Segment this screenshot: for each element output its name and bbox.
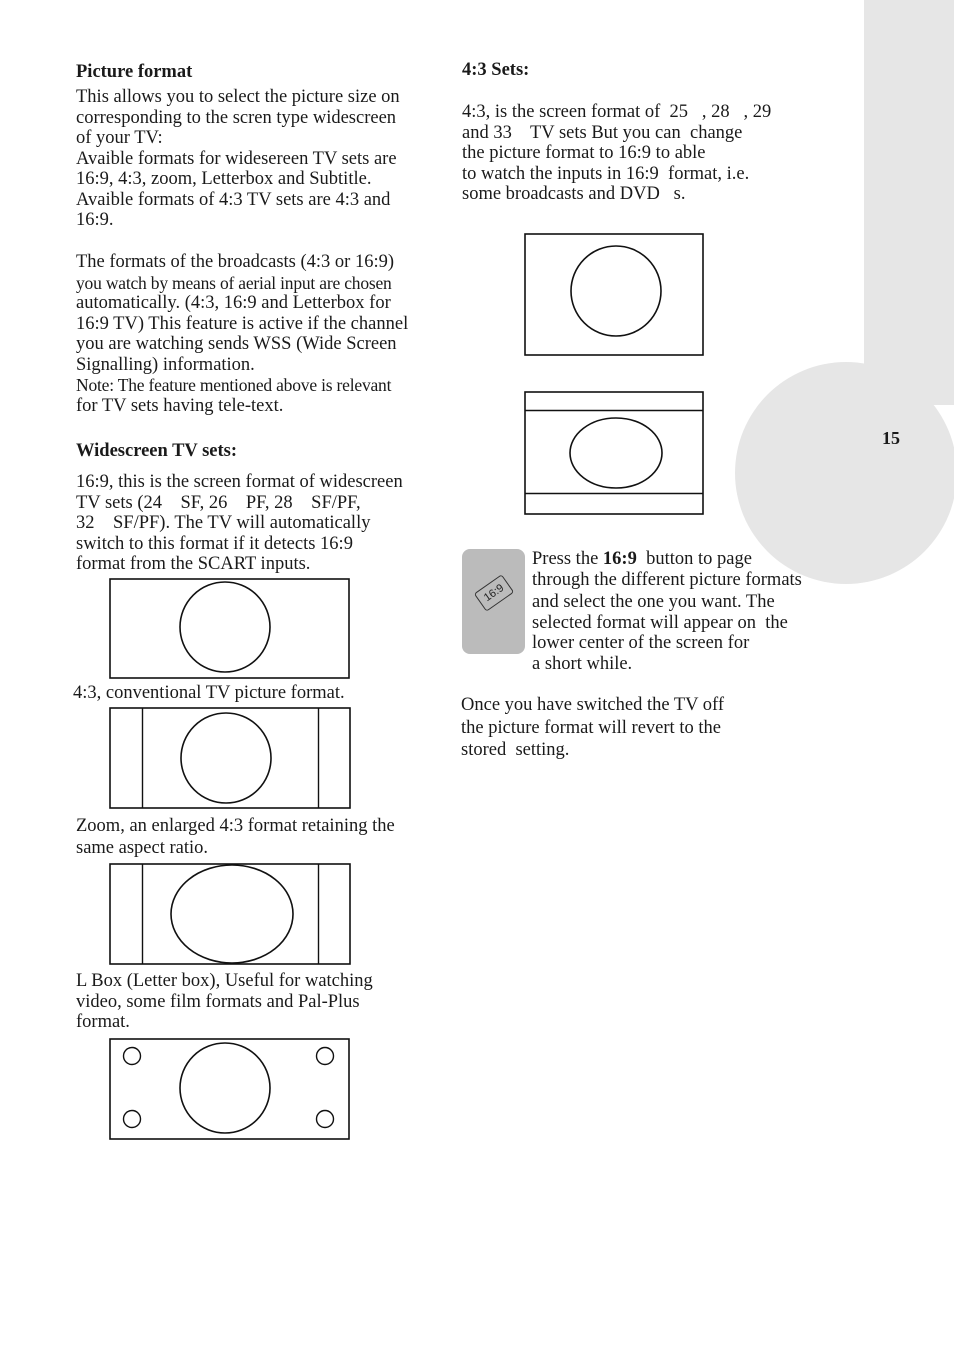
intro-paragraph: This allows you to select the picture size on corresponding to the scren type widescreen of your TV: Avaible formats for widesereen TV sets are 16:9, 4:3, zoom, Letterbox and Subtitle. Avaible formats of 4:3 TV sets are 4:3 and 16:9. bbox=[76, 87, 400, 230]
key-16-9-label: 16:9 bbox=[474, 574, 514, 612]
format-diagram-4-3-set-16-9 bbox=[524, 391, 705, 516]
format-diagram-zoom bbox=[109, 863, 352, 966]
picture-format-title: Picture format bbox=[76, 62, 193, 82]
widescreen-paragraph: 16:9, this is the screen format of widescreen TV sets (24 SF, 26 PF, 28 SF/PF, 32 SF/PF). The TV will automatically switch to this format if it detects 16:9 format from the SCART inputs. bbox=[76, 472, 403, 574]
four-three-paragraph: 4:3, is the screen format of 25 , 28 , 29 and 33 TV sets But you can change the picture format to 16:9 to able to watch the inputs in 16:9 format, i.e. some broadcasts and DVD s. bbox=[462, 102, 772, 204]
widescreen-heading: Widescreen TV sets: bbox=[76, 441, 238, 461]
page-number: 15 bbox=[882, 428, 900, 448]
four-three-heading: 4:3 Sets: bbox=[462, 60, 530, 80]
press-instruction: Press the 16:9 button to page through the different picture formats and select the one you want. The selected format will appear on the lower center of the screen for a short while. bbox=[532, 549, 802, 674]
caption-zoom: Zoom, an enlarged 4:3 format retaining the same aspect ratio. bbox=[76, 816, 395, 858]
remote-16-9-key-icon bbox=[462, 549, 525, 654]
auto-format-paragraph: The formats of the broadcasts (4:3 or 16:9) you watch by means of aerial input are chosen automatically. (4:3, 16:9 and Letterbox for 16:9 TV) This feature is active if the channel you are watching sends WSS (Wide Screen Signalling) information. Note: The feature mentioned above is relevant for TV sets having tele-text. bbox=[76, 252, 409, 416]
side-tab bbox=[864, 0, 954, 405]
format-diagram-16-9 bbox=[109, 578, 351, 680]
caption-letterbox: L Box (Letter box), Useful for watching video, some film formats and Pal-Plus format. bbox=[76, 971, 373, 1032]
format-diagram-4-3-set bbox=[524, 233, 705, 357]
format-diagram-4-3 bbox=[109, 707, 352, 810]
revert-paragraph: Once you have switched the TV off the picture format will revert to the stored setting. bbox=[461, 695, 725, 760]
format-diagram-letterbox bbox=[109, 1038, 351, 1141]
caption-4-3: 4:3, conventional TV picture format. bbox=[73, 683, 345, 703]
